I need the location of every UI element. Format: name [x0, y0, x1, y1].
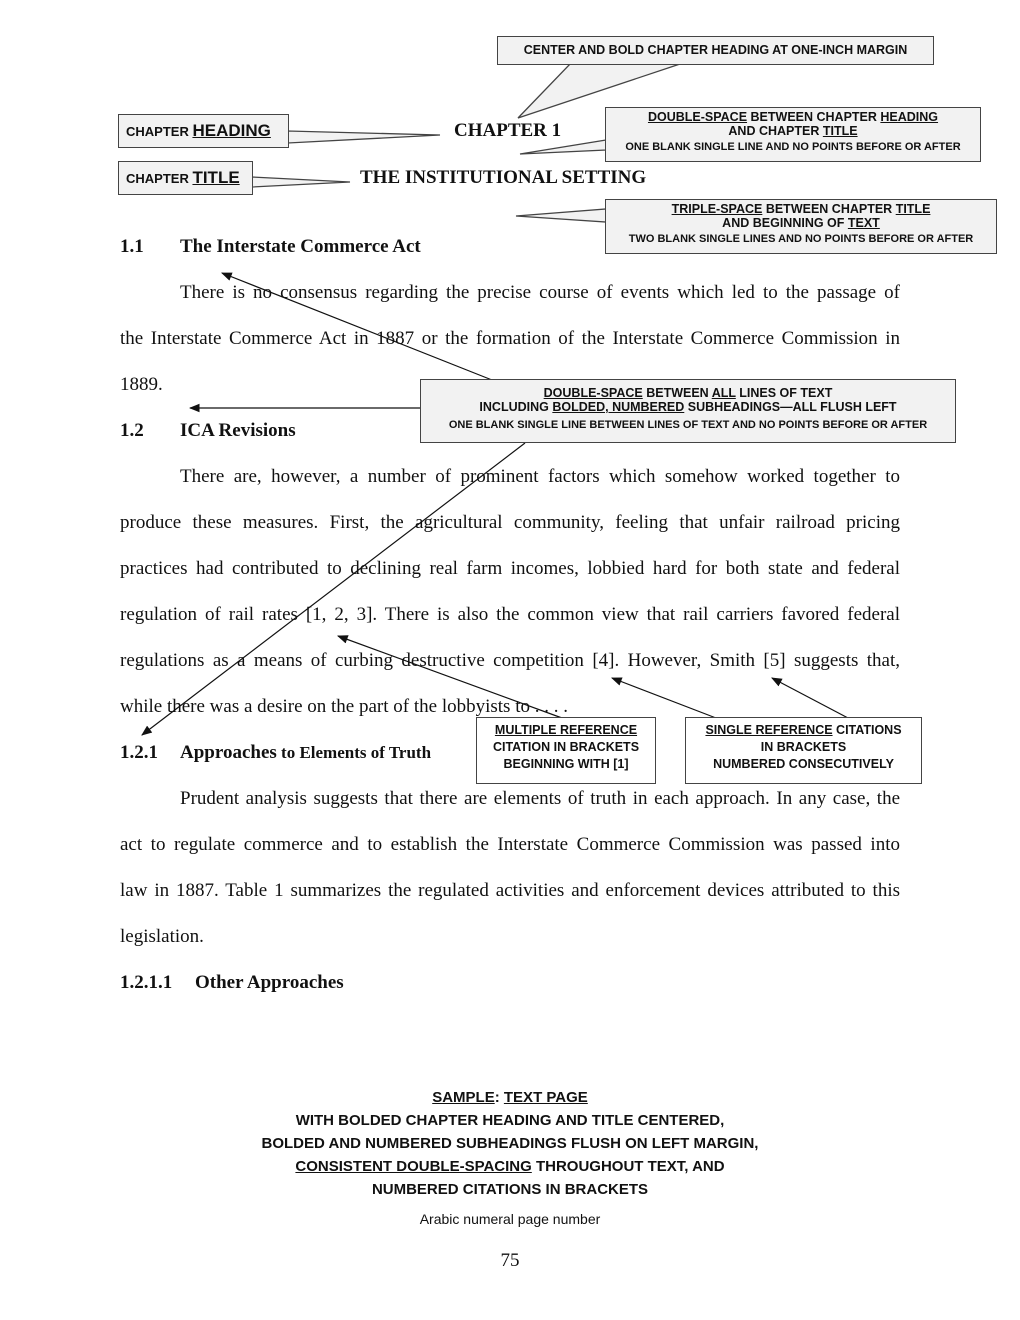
subheading-number: 1.1 [120, 236, 144, 257]
pointer-double-space [520, 140, 606, 154]
paragraph-line: regulations as a means of curbing destructive competition [4]. However, Smith [5] suggests that, [120, 650, 900, 671]
callout-triple-space: TRIPLE-SPACE BETWEEN CHAPTER TITLE AND BEGINNING OF TEXT TWO BLANK SINGLE LINES AND NO POINTS BEFORE OR AFTER [605, 199, 997, 254]
paragraph-line: legislation. [120, 926, 204, 947]
chapter-title: THE INSTITUTIONAL SETTING [360, 167, 647, 188]
footer-line-1: SAMPLE: TEXT PAGE [432, 1089, 588, 1106]
paragraph-line: There are, however, a number of prominent factors which somehow worked together to [180, 466, 900, 487]
callout-double-space-heading: DOUBLE-SPACE BETWEEN CHAPTER HEADING AND CHAPTER TITLE ONE BLANK SINGLE LINE AND NO POINTS BEFORE OR AFTER [605, 107, 981, 162]
arrow-to-citation-4 [612, 678, 716, 718]
pointer-chapter-heading [288, 131, 440, 143]
footer-line-2: WITH BOLDED CHAPTER HEADING AND TITLE CENTERED, [295, 1112, 725, 1129]
subheading-title: Approaches [180, 742, 277, 763]
paragraph-line: practices had contributed to declining real farm incomes, lobbied hard for both state and federal [120, 558, 900, 579]
paragraph-line: the Interstate Commerce Act in 1887 or the formation of the Interstate Commerce Commission in [120, 328, 900, 349]
footer-line-4: CONSISTENT DOUBLE-SPACING THROUGHOUT TEXT, AND [295, 1158, 725, 1175]
page-number-note: Arabic numeral page number [419, 1211, 601, 1227]
arrow-to-1-1 [222, 273, 492, 380]
paragraph-line: 1889. [120, 374, 163, 395]
subheading-number: 1.2.1 [120, 742, 158, 763]
subheading-number: 1.2.1.1 [120, 972, 173, 993]
paragraph-line: law in 1887. Table 1 summarizes the regulated activities and enforcement devices attributed to this [120, 880, 900, 901]
callout-center-bold: CENTER AND BOLD CHAPTER HEADING AT ONE-INCH MARGIN [497, 36, 934, 65]
arrow-to-1-2-1 [142, 443, 525, 735]
subheading-title: The Interstate Commerce Act [180, 236, 421, 257]
subheading-title: ICA Revisions [180, 420, 296, 441]
subheading-title: Other Approaches [195, 972, 344, 993]
pointer-chapter-title [252, 177, 350, 187]
arrow-to-multi-citation [338, 636, 562, 718]
subheading-title-rest: to Elements of Truth [276, 743, 432, 762]
paragraph-line: There is no consensus regarding the precise course of events which led to the passage of [180, 282, 900, 303]
paragraph-line: while there was a desire on the part of the lobbyists to . . . . [120, 696, 568, 717]
callout-single-reference: SINGLE REFERENCE CITATIONS IN BRACKETS NUMBERED CONSECUTIVELY [685, 717, 922, 784]
paragraph-line: regulation of rail rates [1, 2, 3]. There is also the common view that rail carriers favored federal [120, 604, 900, 625]
chapter-heading: CHAPTER 1 [454, 120, 562, 141]
page-number: 75 [500, 1250, 520, 1271]
paragraph-line: produce these measures. First, the agricultural community, feeling that unfair railroad pricing [120, 512, 900, 533]
arrow-to-citation-5 [772, 678, 848, 718]
paragraph-line: act to regulate commerce and to establish the Interstate Commerce Commission was passed into [120, 834, 900, 855]
callout-chapter-title-label: CHAPTER TITLE [118, 161, 253, 195]
footer-line-3: BOLDED AND NUMBERED SUBHEADINGS FLUSH ON LEFT MARGIN, [261, 1135, 759, 1152]
subheading-number: 1.2 [120, 420, 144, 441]
callout-double-space-all: DOUBLE-SPACE BETWEEN ALL LINES OF TEXT INCLUDING BOLDED, NUMBERED SUBHEADINGS—ALL FLUSH LEFT ONE BLANK SINGLE LINE BETWEEN LINES OF TEXT AND NO POINTS BEFORE OR AFTER [420, 379, 956, 443]
callout-multiple-reference: MULTIPLE REFERENCE CITATION IN BRACKETS BEGINNING WITH [1] [476, 717, 656, 784]
callout-chapter-heading-label: CHAPTER HEADING [118, 114, 289, 148]
footer-line-5: NUMBERED CITATIONS IN BRACKETS [371, 1181, 649, 1198]
paragraph-line: Prudent analysis suggests that there are elements of truth in each approach. In any case, the [180, 788, 900, 809]
pointer-triple-space [516, 209, 606, 222]
